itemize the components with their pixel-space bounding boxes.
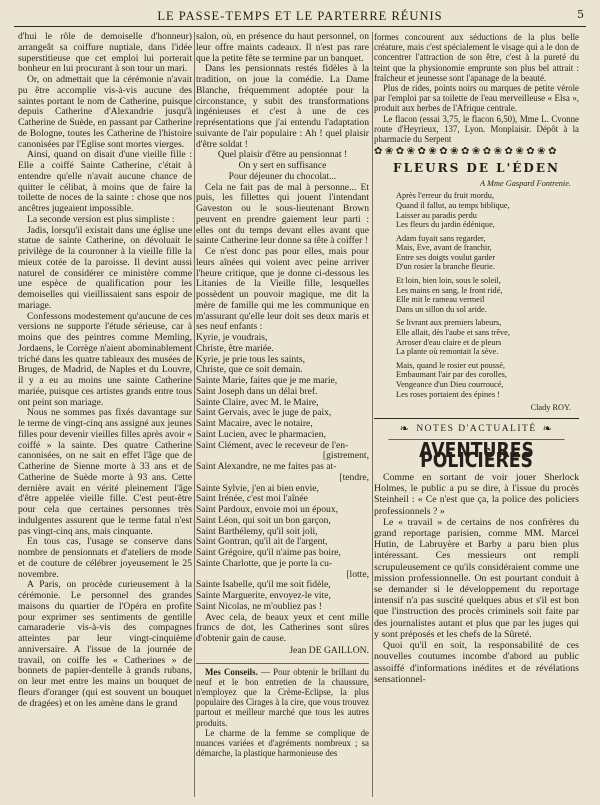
poem-stanza — [396, 361, 579, 399]
litany-line: Saint Alexandre, ne me faites pas at- — [196, 461, 337, 472]
poem-line: D'un rosier la branche fleurie. — [396, 262, 495, 272]
litany-line: Saint Nicolas, ne m'oubliez pas ! — [196, 600, 322, 612]
song-line: Pour déjeuner du chocolat... — [228, 170, 337, 182]
poem-line: Elle allait, dès l'aube et sans trêve, — [396, 328, 510, 338]
floral-ornament-border: ✿ ❀ ✿ ❀ ✿ ❀ ✿ ❀ ✿ ❀ ✿ ❀ ✿ ❀ ✿ ❀ ✿ — [374, 146, 557, 158]
poem-stanza — [396, 318, 579, 356]
poem-line: Mais, quand le rosier eut poussé, — [396, 360, 505, 370]
litany-line: Sainte Marie, faites que je me marie, — [196, 375, 338, 386]
column-middle — [196, 32, 369, 799]
poem-line: Les roses portaient des épines ! — [396, 389, 500, 399]
column-divider — [372, 32, 373, 797]
poem-section-title: FLEURS DE L'ÉDEN — [393, 160, 560, 175]
poem-line: Les mains en sang, le front ridé, — [396, 285, 503, 295]
page-number: 5 — [577, 8, 584, 21]
song-line: Quel plaisir d'être au pensionnat ! — [217, 149, 348, 161]
column-right — [374, 32, 579, 799]
paragraph: Dans les pensionnats restés fidèles à la tradition, on joue la comédie. La Dame Blanche, fréquemment adoptée pour la circonstance, y subit des transformations ingénieuses et c'est à une de ces représentations que j'ai entendu l'adaptation suivante de l'air populaire : Ah ! quel plaisir d'être soldat ! — [196, 63, 369, 150]
advert-title: Mes Conseils. — [205, 666, 258, 677]
paragraph: A Paris, on procède curieusement à la cérémonie. Le personnel des grandes maisons du quartier de l'Opéra en profite pour exprimer ses sentiments de gentille camaraderie vis-à-vis des compagnes atteintes par leur vingt-cinquième anniversaire. A l'issue de la journée de travail, on coiffe les « Catherines » de bonnets de papier-dentelle à grands rubans, on leur met entre les mains un bouquet de fleurs d'oranger (qui est souvent un bouquet de dragées) et on les amène dans le grand — [18, 579, 192, 709]
paragraph: Or, on admettait que la cérémonie n'avait pu être accomplie vis-à-vis aucune des saintes portant le nom de Catherine, puisque depuis Catherine d'Alexandrie jusqu'à Catherine de Suède, en passant par Catherine de Bologne, toutes les Catherine de l'histoire canonisées par l'Eglise sont mortes vierges. — [18, 74, 192, 150]
paragraph: Ce n'est donc pas pour elles, mais pour leurs aînées qui voient avec peine arriver l'heure critique, que je donne ci-dessous les Litanies de la Vieille fille, lesquelles possèdent un pouvoir magique, me dit la mère de famille qui me les communique en m'assurant qu'elle leur doit ses deux maris et ses neuf enfants : — [196, 246, 369, 333]
litany-line: Sainte Isabelle, qu'il me soit fidèle, — [196, 579, 331, 591]
poem-line: La plante où remontait la sève. — [396, 347, 499, 357]
advert-text: — Pour obtenir le brillant du neuf et le bon entretien de la chaussure, n'employez que la Crème-Eclipse, la plus populaire des Cirages à la cire, que vous trouvez partout et meilleur marché que tous les autres produits. — [196, 666, 369, 728]
litany-line: Saint Irénée, c'est moi l'aînée — [196, 493, 308, 505]
litany-continuation: [lotte, — [346, 568, 369, 580]
litany-line: Saint Macaire, avec le notaire, — [196, 418, 313, 429]
litany-line: Saint Clément, avec le receveur de l'en- — [196, 439, 349, 451]
poem-line: Entre ses doigts voulut garder — [396, 252, 496, 262]
paragraph: Quoi qu'il en soit, la responsabilité de ces nouvelles coutumes incombe d'abord au public assoiffé d'informations inédites et de révélations sensationnel- — [374, 640, 579, 685]
advert-paragraph: Le flacon (essai 3,75, le flacon 6,50), Mme L. Cvonne route d'Heyrieux, 137, Lyon. Monplaisir. Dépôt à la pharmacie du Serpent — [374, 113, 579, 145]
column-divider — [194, 32, 195, 797]
paragraph: Confessons modestement qu'aucune de ces versions ne supporte l'étude sérieuse, car à moins que des peintres comme Memling, Jordaens, le Corrège n'aient abominablement triché dans les quatre tableaux des musées de Bruges, de Madrid, de Naples et du Louvre, il y a eu au moins une sainte Catherine mariée, puisque ces artistes grands entre tous ont peint son mariage. — [18, 310, 192, 408]
paragraph: d'hui le rôle de demoiselle d'honneur) arrangeât sa coiffure nuptiale, dans l'idée superstitieuse que cet emploi lui porterait bonheur en lui procurant à son tour un mari. — [18, 32, 192, 75]
litany-line: Sainte Marguerite, envoyez-le vite, — [196, 590, 331, 601]
poem-line: Laisser au paradis perdu — [396, 210, 477, 220]
advert-paragraph: Plus de rides, points noirs ou marques de petite vérole par l'emploi par sa toilette de l'eau merveilleuse « Elsa », produit aux herbes de l'Afrique centrale. — [374, 83, 579, 114]
poem-line: Quand il fallut, au temps biblique, — [396, 200, 510, 210]
paragraph: Comme en sortant de voir jouer Sherlock Holmes, le public a pu se dire, à l'issue du procès Steinheil : « Ce n'est que ça, la police des policiers professionnels ? » — [374, 472, 579, 517]
poem-line: Et loin, bien loin, sous le soleil, — [396, 276, 501, 286]
litany-line: Kyrie, je prie tous les saints, — [196, 353, 305, 365]
litany-line: Sainte Charlotte, que je porte la cu- — [196, 557, 333, 569]
litany-line: Christe, être mariée. — [196, 342, 274, 354]
fleuron-icon: ❧ — [399, 422, 411, 435]
litany-line: Saint Léon, qui soit un bon garçon, — [196, 514, 331, 526]
paragraph: En tous cas, l'usage se conserve dans nombre de pensionnats et d'ateliers de mode et de couture de célébrer joyeusement le 25 novembre. — [18, 536, 192, 580]
advert-paragraph: Le charme de la femme se complique de nuances variées et d'agréments nombreux ; sa démarche, la plastique harmonieuse des — [196, 727, 369, 759]
litany-line: Saint Gervais, avec le juge de paix, — [196, 407, 332, 419]
litany-line: Christe, que ce soit demain. — [196, 364, 303, 376]
separator-rule — [196, 663, 369, 664]
song-line: On y sert en suffisance — [238, 160, 327, 171]
notes-heading — [374, 424, 579, 435]
article-headline: AVENTURES POLICIÈRES — [388, 439, 564, 467]
litany-line: Sainte Sylvie, j'en ai bien envie, — [196, 482, 319, 494]
paragraph: Le « travail » de certains de nos confrères du grand reportage parisien, comme MM. Marcel Hutin, de Labruyère et Barby a paru bien plus intéressant. Ces messieurs ont rempli scrupuleusement ce qu'ils considéraient comme une mission professionnelle. On est pourtant conduit à se demander si le développement du reportage intensif n'a pas suscité quelques abus et s'il est bon que l'instruction des procès criminels soit faite par des journalistes autant et plus que par les juges qui y sont préposés et les chefs de la Sûreté. — [374, 516, 579, 640]
poem-line: Mais, Eve, avant de franchir, — [396, 243, 492, 253]
poem-dedication: A Mme Gaspard Fontrenie. — [480, 178, 571, 188]
poem-line: Elle mit le rameau vermeil — [396, 295, 485, 305]
page-header — [14, 6, 586, 27]
paragraph: salon, où, en présence du haut personnel, on leur offre maints cadeaux. Il n'est pas rare que la petite fête se termine par un banquet. — [196, 32, 369, 64]
poem-line: Arroser d'eau claire et de pleurs — [396, 337, 502, 347]
litany-line: Saint Grégoire, qu'il n'aime pas boire, — [196, 547, 341, 558]
paragraph: Avec cela, de beaux yeux et cent mille francs de dot, les Catherines sont sûres d'obtenir gain de cause. — [196, 611, 369, 644]
litany-line: Saint Barthélemy, qu'il soit joli, — [196, 525, 318, 537]
paragraph: Nous ne sommes pas fixés davantage sur le terme de vingt-cinq ans assigné aux jeunes filles pour devenir vieilles filles après avoir « coiffé » la sainte. Des quatre Catherine canonisées, on ne sait en effet l'âge que de Catherine de Sienne morte à 33 ans et de Catherine de Suède morte à 93 ans. Cette dernière avait en vérité pleinement l'âge d'être appelée vieille fille. C'est peut-être pour cela que certaines personnes très indulgentes assurent que le terme fatal n'est pas vingt-cinq ans, mais cinquante. — [18, 407, 192, 537]
paragraph: La seconde version est plus simpliste : — [27, 213, 175, 225]
newspaper-title: LE PASSE-TEMPS ET LE PARTERRE RÉUNIS — [157, 8, 443, 23]
poem-stanza — [396, 234, 579, 272]
poem-line: Dans un sillon du sol aride. — [396, 304, 487, 314]
litany-line: Saint Joseph dans un délai bref. — [196, 385, 318, 397]
fleuron-icon: ❧ — [542, 422, 554, 435]
litany-line: Kyrie, je voudrais, — [196, 332, 268, 343]
poem-signature: Clady ROY. — [530, 403, 571, 413]
poem-line: Adam fuyait sans regarder, — [396, 233, 486, 243]
paragraph: Cela ne fait pas de mal à personne... Et puis, les fillettes qui jouent l'intendant Gaveston ou le sous-lieutenant Brown peuvent en prendre gaiement leur parti : elles ont du temps devant elles avant que sainte Catherine leur donne sa tête à coiffer ! — [196, 181, 369, 247]
poem-line: Les fleurs du jardin édénique, — [396, 220, 495, 230]
paragraph: Jadis, lorsqu'il existait dans une église une statue de sainte Catherine, on dévoluait le privilège de la couronner à la vieille fille la mieux cotée de la paroisse. Il devint aussi naturel de considérer ce ministère comme une espèce de qualification pour les demoiselles qui vieillissaient sans espoir de mariage. — [18, 224, 192, 311]
poem-line: Embaumant l'air par des corolles, — [396, 370, 507, 380]
litany-line: Saint Lucien, avec le pharmacien, — [196, 428, 326, 440]
notes-title: NOTES D'ACTUALITÉ — [416, 423, 537, 434]
litany-continuation: [tendre, — [339, 471, 369, 483]
poem-line: Après l'erreur du fruit mordu, — [396, 191, 495, 201]
poem-line: Vengeance d'un Dieu courroucé, — [396, 380, 504, 390]
paragraph: Ainsi, quand on disait d'une vieille fille : Elle a coiffé Sainte Catherine, c'était à entendre qu'elle n'avait aucune chance de quitter le célibat, à moins que de faire la toilette de noces de la sainte : chose que nos ancêtres jugeaient impossible. — [18, 149, 192, 214]
advert-paragraph: formes concourent aux séductions de la plus belle créature, mais c'est spécialement le visage qui a le don de concentrer l'attraction de son être, c'est à la pureté du teint que la physionomie emprunte son plus bel attrait : fraîcheur et jeunesse sont l'apanage de la beauté. — [374, 32, 579, 83]
poem-stanza — [396, 276, 579, 314]
litany-continuation: [gistrement, — [322, 450, 369, 462]
litany-line: Sainte Claire, avec M. le Maire, — [196, 396, 319, 408]
litany-line: Saint Pardoux, envoie moi un époux, — [196, 504, 339, 515]
poem-line: Se livrant aux premiers labeurs, — [396, 318, 502, 328]
author-signature: Jean DE GAILLON. — [289, 644, 369, 656]
advert-paragraph — [196, 667, 369, 728]
litany-line: Saint Gontran, qu'il ait de l'argent, — [196, 536, 328, 548]
poem-stanza — [396, 191, 579, 229]
column-left — [18, 32, 192, 799]
poem-block — [374, 179, 579, 419]
